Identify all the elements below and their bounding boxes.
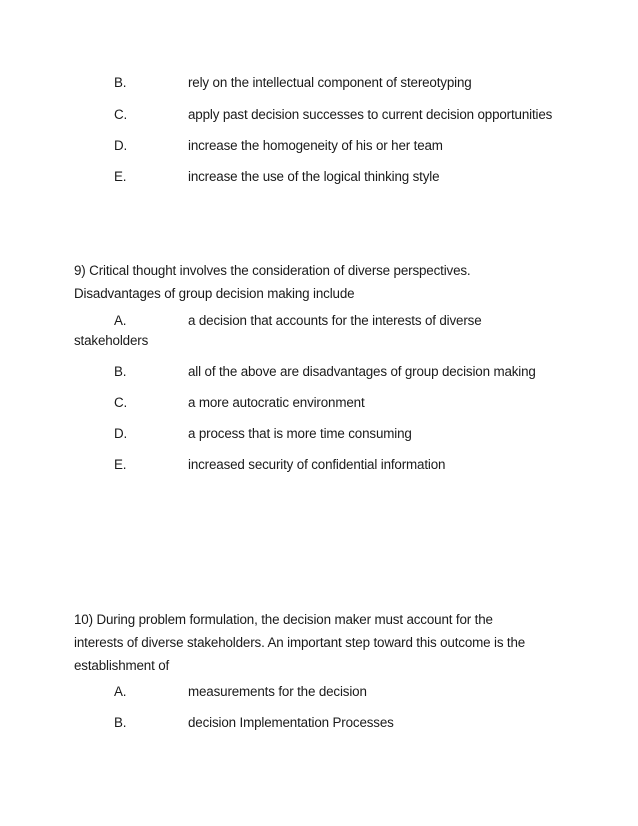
option-text: all of the above are disadvantages of group decision making: [188, 364, 536, 379]
question-9-stem: [74, 259, 470, 305]
stem-line: 9) Critical thought involves the consideration of diverse perspectives.: [74, 263, 471, 278]
option-text: increased security of confidential information: [188, 457, 446, 472]
question-10-stem: [74, 608, 525, 677]
stem-line: interests of diverse stakeholders. An important step toward this outcome is the: [74, 635, 526, 650]
option-text: decision Implementation Processes: [188, 715, 394, 730]
option-text: increase the use of the logical thinking style: [188, 169, 440, 184]
option-letter: C.: [114, 107, 128, 122]
stem-line: Disadvantages of group decision making include: [74, 286, 355, 301]
option-text: a more autocratic environment: [188, 395, 365, 410]
q9-option-a-continuation: stakeholders: [74, 333, 149, 348]
option-letter: B.: [114, 364, 127, 379]
option-letter: A.: [114, 313, 127, 328]
option-text: a process that is more time consuming: [188, 426, 412, 441]
option-letter: D.: [114, 426, 128, 441]
option-text: rely on the intellectual component of stereotyping: [188, 75, 472, 90]
stem-line: 10) During problem formulation, the decision maker must account for the: [74, 612, 493, 627]
option-letter: A.: [114, 684, 127, 699]
option-letter: B.: [114, 75, 127, 90]
option-text: a decision that accounts for the interests of diverse: [188, 313, 482, 328]
option-letter: E.: [114, 457, 127, 472]
option-letter: C.: [114, 395, 128, 410]
option-text: measurements for the decision: [188, 684, 367, 699]
stem-line: establishment of: [74, 658, 170, 673]
option-letter: D.: [114, 138, 128, 153]
option-text: apply past decision successes to current decision opportunities: [188, 107, 553, 122]
option-letter: B.: [114, 715, 127, 730]
option-text: increase the homogeneity of his or her team: [188, 138, 443, 153]
option-letter: E.: [114, 169, 127, 184]
